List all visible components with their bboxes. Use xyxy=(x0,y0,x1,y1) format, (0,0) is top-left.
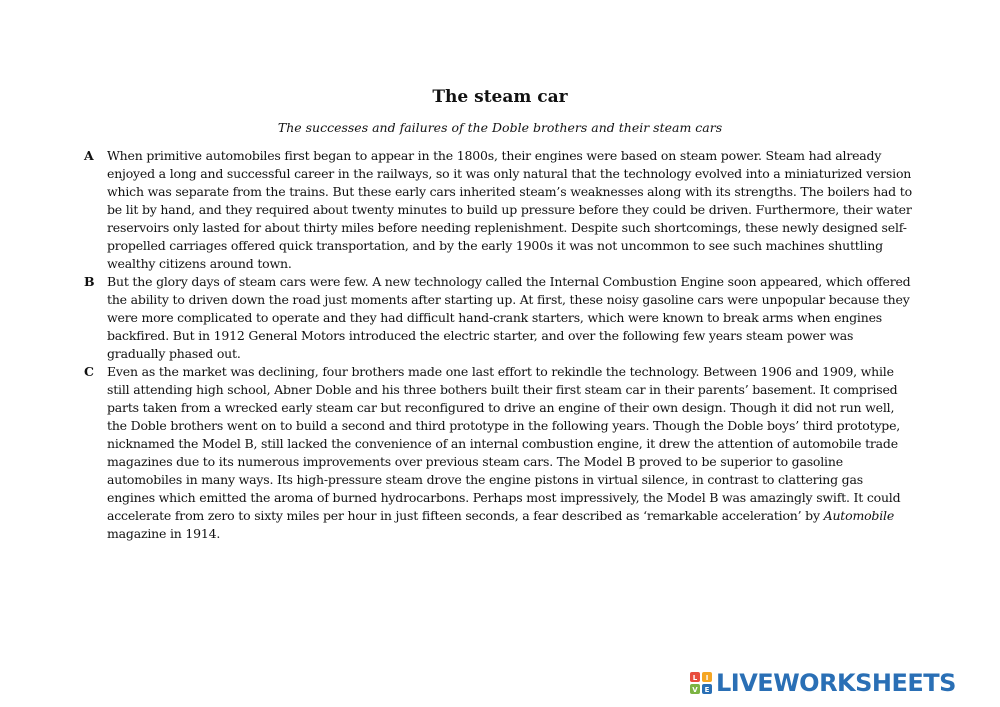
page-title: The steam car xyxy=(432,87,568,107)
section-b xyxy=(84,273,914,363)
svg-text:L: L xyxy=(692,674,698,682)
section-letter: C xyxy=(84,364,94,379)
section-text-part: magazine in 1914. xyxy=(107,526,221,541)
liveworksheets-logo-icon xyxy=(690,672,712,694)
section-c xyxy=(84,363,914,543)
page-subtitle: The successes and failures of the Doble brothers and their steam cars xyxy=(277,120,723,135)
section-text: But the glory days of steam cars were few. A new technology called the Internal Combustion Engine soon appeared, which offered the ability to driven down the road just moments after starting up. At first, these noisy gasoline cars were unpopular because they were more complicated to operate and they had difficult hand-crank starters, which were known to break arms when engines backfired. But in 1912 General Motors introduced the electric starter, and over the following few years steam power was gradually phased out. xyxy=(107,274,911,361)
section-a xyxy=(84,147,914,273)
svg-text:E: E xyxy=(704,686,710,694)
svg-text:I: I xyxy=(705,674,709,682)
section-text-part: Even as the market was declining, four brothers made one last effort to rekindle the technology. Between 1906 and 1909, while still attending high school, Abner Doble and his three bothers built their first steam car in their parents’ basement. It comprised parts taken from a wrecked early steam car but reconfigured to drive an engine of their own design. Though it did not run well, the Doble brothers went on to build a second and third prototype in the following years. Though the Doble boys’ third prototype, nicknamed the Model B, still lacked the convenience of an internal combustion engine, it drew the attention of automobile trade magazines due to its numerous improvements over previous steam cars. The Model B proved to be superior to gasoline automobiles in many ways. Its high-pressure steam drove the engine pistons in virtual silence, in contrast to clattering gas engines which emitted the aroma of burned hydrocarbons. Perhaps most impressively, the Model B was amazingly swift. It could accelerate from zero to sixty miles per hour in just fifteen seconds, a fear described as ‘remarkable acceleration’ by xyxy=(107,364,901,523)
liveworksheets-logo-text: LIVEWORKSHEETS xyxy=(716,669,956,697)
section-text xyxy=(107,363,914,543)
sections xyxy=(84,147,914,543)
section-letter: A xyxy=(84,148,94,163)
section-text: When primitive automobiles first began to appear in the 1800s, their engines were based on steam power. Steam had already enjoyed a long and successful career in the railways, so it was only natural that the technology evolved into a miniaturized version which was separate from the trains. But these early cars inherited steam’s weaknesses along with its strengths. The boilers had to be lit by hand, and they required about twenty minutes to build up pressure before they could be driven. Furthermore, their water reservoirs only lasted for about thirty miles before needing replenishment. Despite such shortcomings, these newly designed self-propelled carriages offered quick transportation, and by the early 1900s it was not uncommon to see such machines shuttling wealthy citizens around town. xyxy=(107,148,912,271)
magazine-name: Automobile xyxy=(823,508,895,523)
svg-text:V: V xyxy=(692,686,698,694)
section-letter: B xyxy=(84,274,95,289)
liveworksheets-logo xyxy=(690,668,956,698)
